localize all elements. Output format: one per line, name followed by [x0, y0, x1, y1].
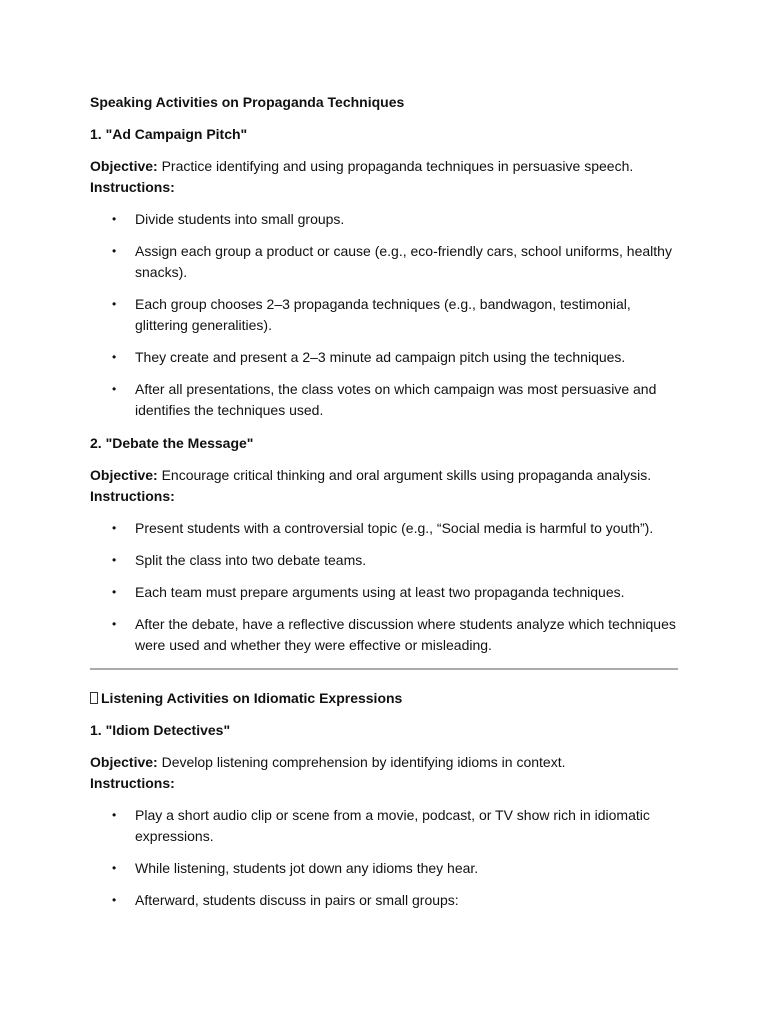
bullet-icon: •: [112, 808, 117, 822]
listening-title-text: Listening Activities on Idiomatic Expressions: [101, 690, 403, 706]
instructions-label: Instructions:: [90, 179, 175, 195]
bullet-icon: •: [112, 553, 117, 567]
list-item: [90, 582, 680, 603]
objective-text: Practice identifying and using propaganda techniques in persuasive speech.: [157, 158, 634, 174]
list-item: [90, 379, 680, 421]
section-heading-idiom-detectives: 1. "Idiom Detectives": [90, 722, 231, 738]
list-item: [90, 890, 680, 911]
list-item-text: Afterward, students discuss in pairs or small groups:: [135, 892, 459, 908]
bullet-icon: •: [112, 297, 117, 311]
objective-label: Objective:: [90, 754, 158, 770]
objective-label: Objective:: [90, 158, 158, 174]
document-title: Speaking Activities on Propaganda Techniques: [90, 94, 405, 110]
list-item-text: Assign each group a product or cause (e.g., eco-friendly cars, school uniforms, healthy snacks).: [135, 243, 672, 280]
list-item-text: Play a short audio clip or scene from a movie, podcast, or TV show rich in idiomatic expressions.: [135, 807, 650, 844]
list-item-text: Each group chooses 2–3 propaganda techniques (e.g., bandwagon, testimonial, glittering generalities).: [135, 296, 631, 333]
bullet-icon: •: [112, 617, 117, 631]
bullet-icon: •: [112, 212, 117, 226]
list-item: [90, 241, 680, 283]
instructions-label: Instructions:: [90, 488, 175, 504]
objective-debate: [90, 465, 680, 486]
list-item-text: Divide students into small groups.: [135, 211, 345, 227]
instructions-label: Instructions:: [90, 775, 175, 791]
instructions-list-idiom-detectives: [90, 805, 680, 911]
objective-ad-campaign: [90, 156, 680, 177]
list-item-text: Each team must prepare arguments using at least two propaganda techniques.: [135, 584, 625, 600]
bullet-icon: •: [112, 521, 117, 535]
objective-text: Develop listening comprehension by identifying idioms in context.: [157, 754, 566, 770]
list-item: [90, 805, 680, 847]
list-item-text: Split the class into two debate teams.: [135, 552, 367, 568]
list-item-text: While listening, students jot down any idioms they hear.: [135, 860, 479, 876]
list-item: [90, 518, 680, 539]
list-item: [90, 209, 680, 230]
list-item-text: After all presentations, the class votes on which campaign was most persuasive and identifies the techniques used.: [135, 381, 657, 418]
objective-idiom-detectives: [90, 752, 680, 773]
bullet-icon: •: [112, 350, 117, 364]
instructions-list-ad-campaign: [90, 209, 680, 421]
list-item-text: They create and present a 2–3 minute ad campaign pitch using the techniques.: [135, 349, 626, 365]
objective-text: Encourage critical thinking and oral argument skills using propaganda analysis.: [157, 467, 652, 483]
instructions-list-debate: [90, 518, 680, 656]
bullet-icon: •: [112, 893, 117, 907]
bullet-icon: •: [112, 861, 117, 875]
list-item-text: After the debate, have a reflective discussion where students analyze which techniques were used and whether they were effective or misleading.: [135, 616, 676, 653]
list-item: [90, 294, 680, 336]
section-heading-debate: 2. "Debate the Message": [90, 435, 254, 451]
list-item-text: Present students with a controversial topic (e.g., “Social media is harmful to youth”).: [135, 520, 654, 536]
list-item: [90, 858, 680, 879]
bullet-icon: •: [112, 244, 117, 258]
objective-label: Objective:: [90, 467, 158, 483]
list-item: [90, 614, 680, 656]
bullet-icon: •: [112, 382, 117, 396]
listening-title: [90, 688, 768, 708]
list-item: [90, 347, 680, 368]
section-heading-ad-campaign: 1. "Ad Campaign Pitch": [90, 126, 248, 142]
list-item: [90, 550, 680, 571]
missing-glyph-icon: [90, 692, 98, 704]
bullet-icon: •: [112, 585, 117, 599]
